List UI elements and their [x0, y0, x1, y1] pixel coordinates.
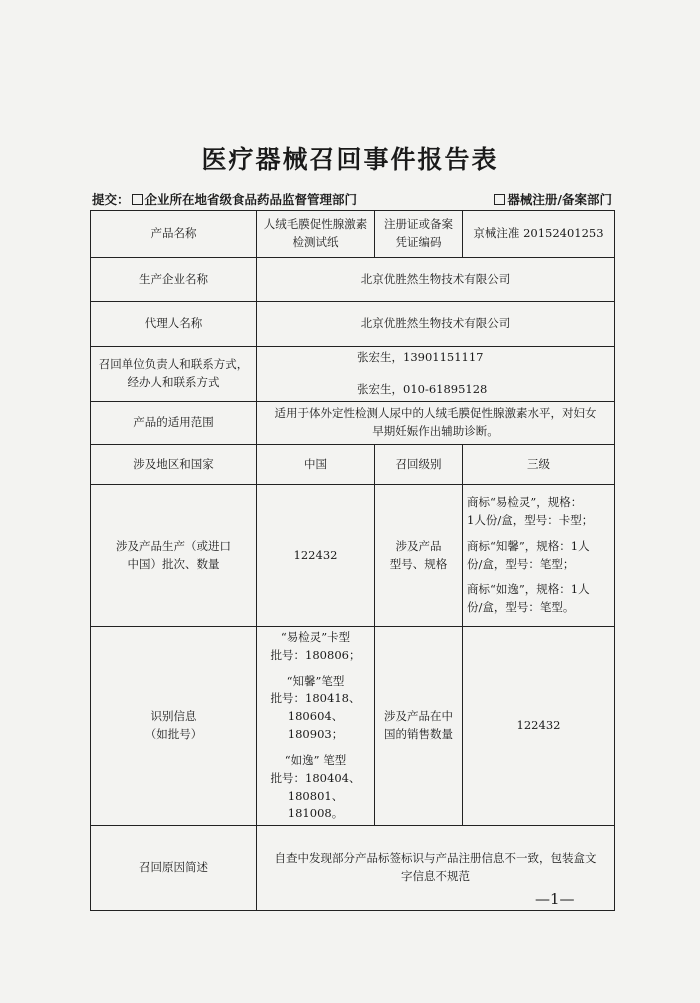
model-line: 商标“易检灵”，规格： [467, 495, 583, 510]
sales-label-line: 涉及产品在中 [384, 709, 453, 724]
registration-label [375, 211, 463, 258]
contact-label-line: 召回单位负责人和联系方式， [98, 357, 249, 372]
product-name-value [257, 211, 375, 258]
contact-value [257, 347, 615, 402]
sales-value: 122432 [463, 627, 615, 826]
batch-label [91, 485, 257, 627]
identification-line: 180604、180903； [287, 709, 344, 742]
identification-label [91, 627, 257, 826]
contact-line: 张宏生，13901151117 [357, 350, 484, 365]
page-title: 医疗器械召回事件报告表 [201, 145, 499, 174]
submit-option-provincial: 企业所在地省级食品药品监督管理部门 [144, 192, 358, 207]
model-line: 商标“如逸”，规格：1人 [467, 582, 590, 597]
submit-option-registration: 器械注册/备案部门 [507, 192, 612, 207]
identification-line: 批号：180806； [270, 647, 361, 662]
page-number: —1— [535, 890, 575, 908]
scope-line: 适用于体外定性检测人尿中的人绒毛膜促性腺激素水平，对妇女 [274, 406, 597, 421]
model-label [375, 485, 463, 627]
manufacturer-label: 生产企业名称 [91, 258, 257, 302]
submit-label: 提交： [92, 192, 130, 207]
product-name-label: 产品名称 [91, 211, 257, 258]
agent-value: 北京优胜然生物技术有限公司 [257, 302, 615, 347]
model-line: 份/盒，型号：笔型。 [467, 600, 575, 615]
identification-line: 批号：180404、 [270, 770, 361, 785]
identification-line: “如逸” 笔型 [284, 752, 347, 767]
identification-value [257, 627, 375, 826]
product-name-line: 检测试纸 [292, 235, 339, 249]
agent-label: 代理人名称 [91, 302, 257, 347]
sales-label [375, 627, 463, 826]
model-line: 份/盒，型号：笔型； [467, 556, 575, 571]
contact-label-line: 经办人和联系方式 [127, 375, 220, 389]
identification-line: 180801、181008。 [287, 788, 344, 821]
scope-line: 早期妊娠作出辅助诊断。 [372, 424, 499, 438]
identification-line: “易检灵”卡型 [280, 630, 351, 644]
identification-label-line: （如批号） [144, 727, 203, 742]
reason-label: 召回原因简述 [91, 826, 257, 911]
contact-line: 张宏生，010-61895128 [357, 382, 488, 396]
registration-label-line: 凭证编码 [395, 235, 442, 249]
model-line: 1人份/盒，型号：卡型； [467, 512, 594, 527]
reason-line: 自查中发现部分产品标签标识与产品注册信息不一致，包装盒文 [274, 851, 597, 866]
region-label: 涉及地区和国家 [91, 445, 257, 485]
recall-report-table [90, 210, 615, 911]
scope-value [257, 402, 615, 445]
sales-label-line: 国的销售数量 [384, 727, 453, 742]
manufacturer-value: 北京优胜然生物技术有限公司 [257, 258, 615, 302]
model-label-line: 涉及产品 [395, 538, 442, 553]
identification-label-line: 识别信息 [150, 709, 197, 724]
model-label-line: 型号、规格 [389, 556, 448, 571]
checkbox-icon[interactable] [494, 194, 505, 205]
level-label: 召回级别 [375, 445, 463, 485]
product-name-line: 人绒毛膜促性腺激素 [263, 217, 368, 232]
batch-label-line: 中国）批次、数量 [127, 556, 220, 571]
batch-label-line: 涉及产品生产（或进口 [116, 538, 231, 553]
contact-label [91, 347, 257, 402]
submit-row [92, 190, 612, 208]
batch-value: 122432 [257, 485, 375, 627]
level-value: 三级 [463, 445, 615, 485]
registration-value: 京械注准 20152401253 [463, 211, 615, 258]
model-line: 商标“知馨”，规格：1人 [467, 538, 590, 553]
reason-line: 字信息不规范 [401, 869, 470, 884]
identification-line: 批号：180418、 [270, 691, 361, 706]
registration-label-line: 注册证或备案 [384, 217, 453, 232]
checkbox-icon[interactable] [132, 194, 143, 205]
region-value: 中国 [257, 445, 375, 485]
scope-label: 产品的适用范围 [91, 402, 257, 445]
model-value [463, 485, 615, 627]
identification-line: “知馨”笔型 [286, 673, 345, 688]
